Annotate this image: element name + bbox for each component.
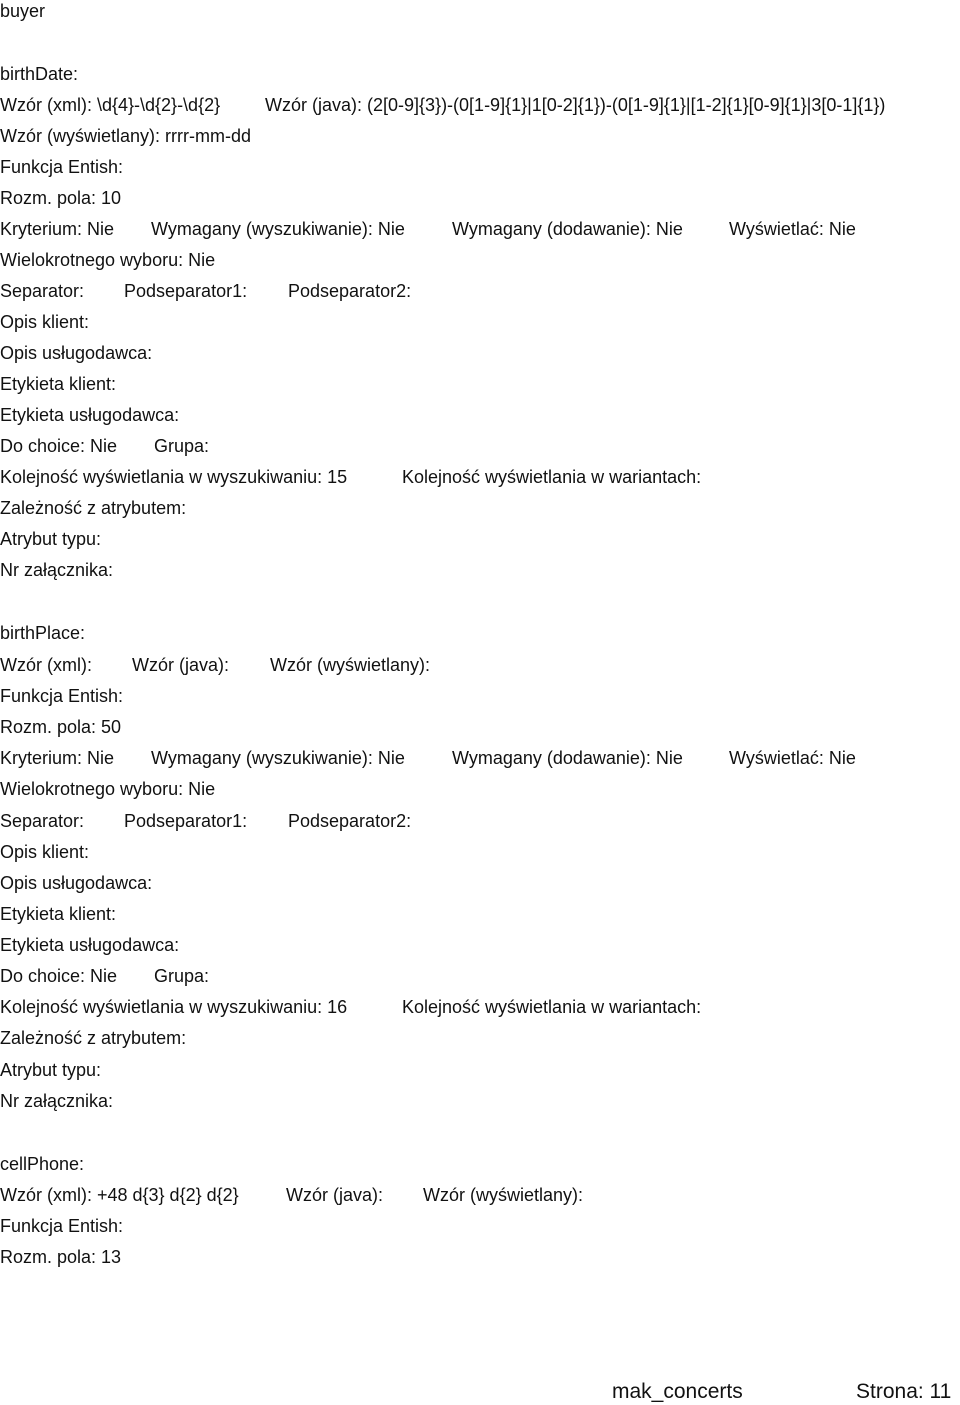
variant-order: Kolejność wyświetlania w wariantach:: [402, 997, 702, 1017]
function-label: Funkcja Entish:: [0, 1216, 124, 1236]
pattern-display: Wzór (wyświetlany):: [270, 655, 431, 675]
multi-choice: Wielokrotnego wyboru: Nie: [0, 779, 216, 799]
attachment-number: Nr załącznika:: [0, 1091, 114, 1111]
required-search: Wymagany (wyszukiwanie): Nie: [151, 219, 405, 239]
client-description: Opis klient:: [0, 842, 90, 862]
provider-description: Opis usługodawca:: [0, 873, 153, 893]
field-size: Rozm. pola: 10: [0, 188, 122, 208]
field-name: cellPhone:: [0, 1154, 85, 1174]
pattern-xml: Wzór (xml): +48 d{3} d{2} d{2}: [0, 1185, 239, 1205]
attribute-type: Atrybut typu:: [0, 1060, 102, 1080]
criterion: Kryterium: Nie: [0, 748, 115, 768]
page-number: Strona: 11: [856, 1380, 952, 1403]
required-add: Wymagany (dodawanie): Nie: [452, 219, 683, 239]
attribute-type: Atrybut typu:: [0, 529, 102, 549]
separator: Separator:: [0, 281, 85, 301]
client-label: Etykieta klient:: [0, 374, 117, 394]
search-order: Kolejność wyświetlania w wyszukiwaniu: 16: [0, 997, 348, 1017]
pattern-java: Wzór (java):: [286, 1185, 384, 1205]
do-choice: Do choice: Nie: [0, 436, 118, 456]
subseparator-2: Podseparator2:: [288, 281, 412, 301]
field-size: Rozm. pola: 50: [0, 717, 122, 737]
pattern-java: Wzór (java): (2[0-9]{3})-(0[1-9]{1}|1[0-2]{1})-(0[1-9]{1}|[1-2]{1}[0-9]{1}|3[0-1]{1}): [265, 95, 886, 115]
subseparator-1: Podseparator1:: [124, 281, 248, 301]
group: Grupa:: [154, 436, 210, 456]
function-label: Funkcja Entish:: [0, 157, 124, 177]
criterion: Kryterium: Nie: [0, 219, 115, 239]
section-header: buyer: [0, 1, 46, 21]
required-add: Wymagany (dodawanie): Nie: [452, 748, 683, 768]
pattern-display: Wzór (wyświetlany): rrrr-mm-dd: [0, 126, 251, 146]
provider-label: Etykieta usługodawca:: [0, 935, 180, 955]
subseparator-2: Podseparator2:: [288, 811, 412, 831]
attribute-dependency: Zależność z atrybutem:: [0, 498, 187, 518]
variant-order: Kolejność wyświetlania w wariantach:: [402, 467, 702, 487]
client-label: Etykieta klient:: [0, 904, 117, 924]
search-order: Kolejność wyświetlania w wyszukiwaniu: 15: [0, 467, 348, 487]
client-description: Opis klient:: [0, 312, 90, 332]
do-choice: Do choice: Nie: [0, 966, 118, 986]
display-flag: Wyświetlać: Nie: [729, 748, 856, 768]
field-size: Rozm. pola: 13: [0, 1247, 122, 1267]
attachment-number: Nr załącznika:: [0, 560, 114, 580]
pattern-display: Wzór (wyświetlany):: [423, 1185, 584, 1205]
required-search: Wymagany (wyszukiwanie): Nie: [151, 748, 405, 768]
provider-description: Opis usługodawca:: [0, 343, 153, 363]
field-name: birthPlace:: [0, 623, 86, 643]
group: Grupa:: [154, 966, 210, 986]
pattern-xml: Wzór (xml): \d{4}-\d{2}-\d{2}: [0, 95, 221, 115]
function-label: Funkcja Entish:: [0, 686, 124, 706]
attribute-dependency: Zależność z atrybutem:: [0, 1028, 187, 1048]
separator: Separator:: [0, 811, 85, 831]
subseparator-1: Podseparator1:: [124, 811, 248, 831]
multi-choice: Wielokrotnego wyboru: Nie: [0, 250, 216, 270]
document-name: mak_concerts: [612, 1380, 743, 1403]
field-name: birthDate:: [0, 64, 79, 84]
display-flag: Wyświetlać: Nie: [729, 219, 856, 239]
pattern-xml: Wzór (xml):: [0, 655, 92, 675]
pattern-java: Wzór (java):: [132, 655, 230, 675]
provider-label: Etykieta usługodawca:: [0, 405, 180, 425]
